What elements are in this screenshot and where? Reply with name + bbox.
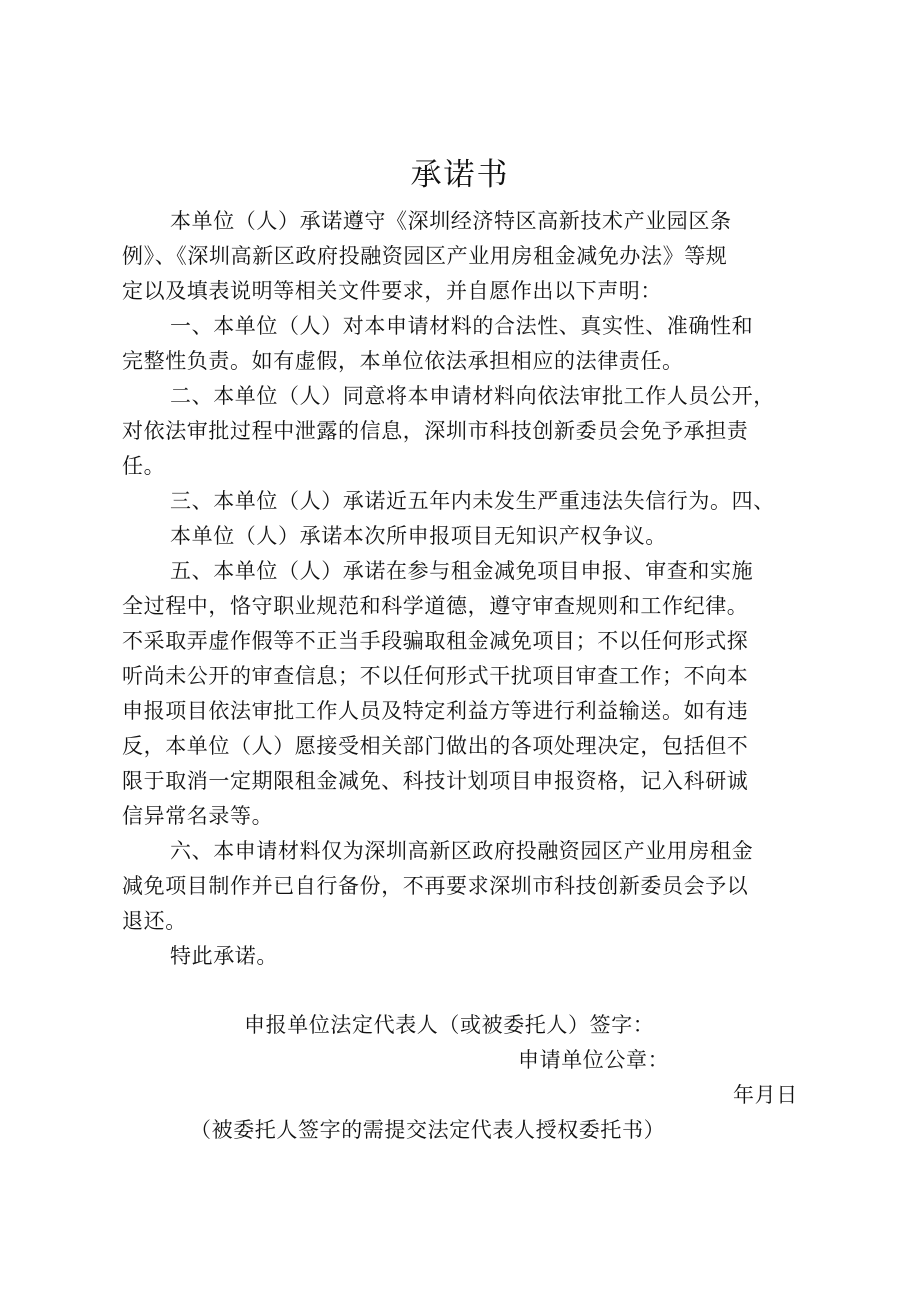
- authorization-note: （被委托人签字的需提交法定代表人授权委托书）: [190, 1118, 666, 1142]
- body-line: 不采取弄虚作假等不正当手段骗取租金减免项目；不以任何形式探: [122, 629, 749, 653]
- body-line: 信异常名录等。: [122, 804, 274, 828]
- page-title: 承诺书: [410, 157, 510, 193]
- body-line: 本单位（人）承诺遵守《深圳经济特区高新技术产业园区条: [170, 209, 732, 233]
- body-line: 一、本单位（人）对本申请材料的合法性、真实性、准确性和: [170, 314, 754, 338]
- signature-representative: 申报单位法定代表人（或被委托人）签字：: [244, 1013, 655, 1037]
- body-line: 本单位（人）承诺本次所申报项目无知识产权争议。: [170, 524, 667, 548]
- body-line: 五、本单位（人）承诺在参与租金减免项目申报、审查和实施: [170, 559, 754, 583]
- body-line: 二、本单位（人）同意将本申请材料向依法审批工作人员公开，: [170, 384, 775, 408]
- body-line: 减免项目制作并已自行备份，不再要求深圳市科技创新委员会予以: [122, 874, 749, 898]
- body-line: 任。: [122, 454, 166, 478]
- body-line: 定以及填表说明等相关文件要求，并自愿作出以下声明：: [122, 279, 662, 303]
- body-line: 特此承诺。: [170, 944, 278, 968]
- body-line: 三、本单位（人）承诺近五年内未发生严重违法失信行为。四、: [170, 489, 775, 513]
- signature-seal: 申请单位公章：: [518, 1048, 670, 1072]
- body-line: 退还。: [122, 909, 187, 933]
- body-line: 例》、《深圳高新区政府投融资园区产业用房租金减免办法》等规: [122, 244, 728, 268]
- body-line: 申报项目依法审批工作人员及特定利益方等进行利益输送。如有违: [122, 699, 749, 723]
- body-line: 反，本单位（人）愿接受相关部门做出的各项处理决定，包括但不: [122, 734, 749, 758]
- body-line: 限于取消一定期限租金减免、科技计划项目申报资格，记入科研诚: [122, 769, 749, 793]
- body-line: 听尚未公开的审查信息；不以任何形式干扰项目审查工作；不向本: [122, 664, 749, 688]
- body-line: 六、本申请材料仅为深圳高新区政府投融资园区产业用房租金: [170, 839, 754, 863]
- body-line: 完整性负责。如有虚假，本单位依法承担相应的法律责任。: [122, 349, 684, 373]
- body-line: 全过程中，恪守职业规范和科学道德，遵守审查规则和工作纪律。: [122, 594, 749, 618]
- signature-date: 年月日: [733, 1083, 798, 1107]
- body-line: 对依法审批过程中泄露的信息，深圳市科技创新委员会免予承担责: [122, 419, 749, 443]
